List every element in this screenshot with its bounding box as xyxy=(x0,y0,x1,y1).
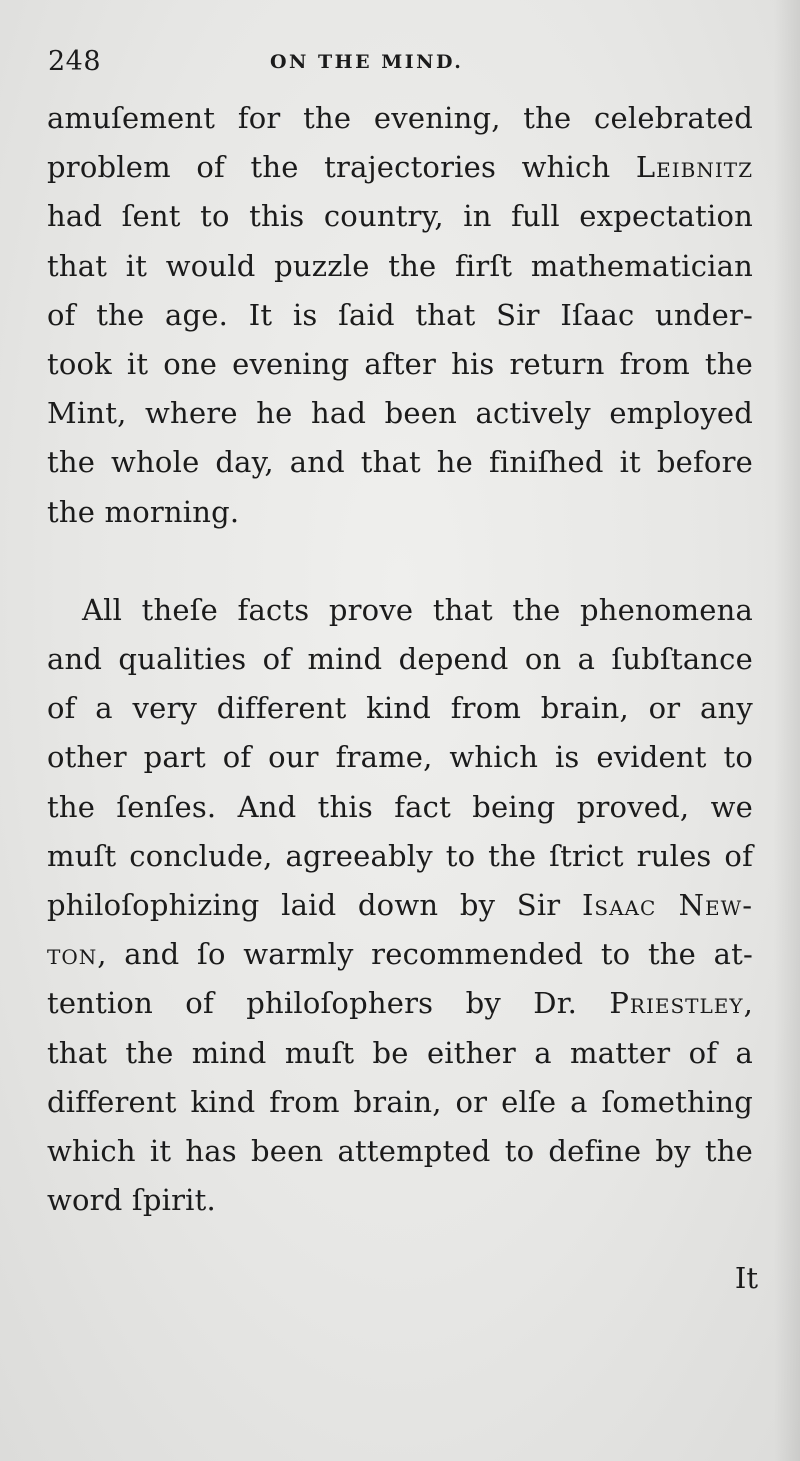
catchword: It xyxy=(734,1261,758,1295)
text-segment: Leibnitz xyxy=(635,150,753,185)
text-segment: the morning. xyxy=(47,494,240,529)
text-segment: amuſement for the evening, the celebrated xyxy=(47,101,753,135)
text-line xyxy=(47,684,753,733)
text-segment: muſt conclude, agreeably to the ſtrict rules of xyxy=(47,838,753,873)
text-segment: Priestley xyxy=(609,986,744,1021)
text-segment: the whole day, and that he finiſhed it before xyxy=(47,445,753,480)
text-line xyxy=(47,733,753,782)
text-line xyxy=(47,1078,753,1127)
paragraph-1 xyxy=(47,94,753,537)
running-title: ON THE MIND. xyxy=(270,51,464,73)
text-line xyxy=(47,783,753,832)
text-line xyxy=(47,340,753,389)
text-segment: philoſophizing laid down by Sir xyxy=(47,888,582,923)
text-line xyxy=(47,1029,753,1078)
text-segment: the ſenſes. And this fact being proved, we xyxy=(47,789,753,824)
text-segment: tention of philoſophers by Dr. xyxy=(47,986,610,1021)
text-line xyxy=(47,438,753,487)
text-segment: ton xyxy=(47,937,98,972)
text-line xyxy=(47,291,753,340)
text-line xyxy=(47,389,753,438)
text-segment: , xyxy=(743,986,753,1021)
text-segment: Mint, where he had been actively employed xyxy=(47,396,753,431)
text-line xyxy=(47,979,753,1028)
text-line xyxy=(47,488,753,537)
text-segment: of a very different kind from brain, or any xyxy=(47,691,753,726)
text-line xyxy=(47,242,753,291)
text-segment: and qualities of mind depend on a ſubſtance xyxy=(47,642,753,677)
text-segment: word ſpirit. xyxy=(47,1183,216,1218)
text-segment: had ſent to this country, in full expectation xyxy=(47,199,753,234)
page-number: 248 xyxy=(48,46,102,77)
text-segment: All theſe facts prove that the phenomena xyxy=(82,592,753,627)
text-segment: of the age. It is ſaid that Sir Iſaac under- xyxy=(47,297,753,332)
running-head xyxy=(0,42,800,82)
text-line xyxy=(47,586,753,635)
text-line xyxy=(47,881,753,930)
text-line xyxy=(47,143,753,192)
text-segment: , and ſo warmly recommended to the at- xyxy=(97,937,753,972)
text-line xyxy=(47,930,753,979)
text-line xyxy=(47,94,753,143)
text-segment: that it would puzzle the firſt mathematician xyxy=(47,248,753,283)
text-line xyxy=(47,1176,753,1225)
paragraph-2 xyxy=(47,586,753,1226)
body-text xyxy=(47,94,753,1225)
text-line xyxy=(47,832,753,881)
text-segment: Isaac New- xyxy=(581,888,753,923)
text-segment: different kind from brain, or elſe a ſomething xyxy=(47,1084,753,1119)
text-segment: took it one evening after his return from the xyxy=(47,347,753,382)
text-line xyxy=(47,635,753,684)
text-segment: that the mind muſt be either a matter of a xyxy=(47,1035,753,1070)
text-segment: other part of our frame, which is evident to xyxy=(47,740,753,775)
text-segment: problem of the trajectories which xyxy=(47,150,636,185)
text-line xyxy=(47,192,753,241)
text-line xyxy=(47,1127,753,1176)
text-segment: which it has been attempted to define by the xyxy=(47,1134,753,1169)
